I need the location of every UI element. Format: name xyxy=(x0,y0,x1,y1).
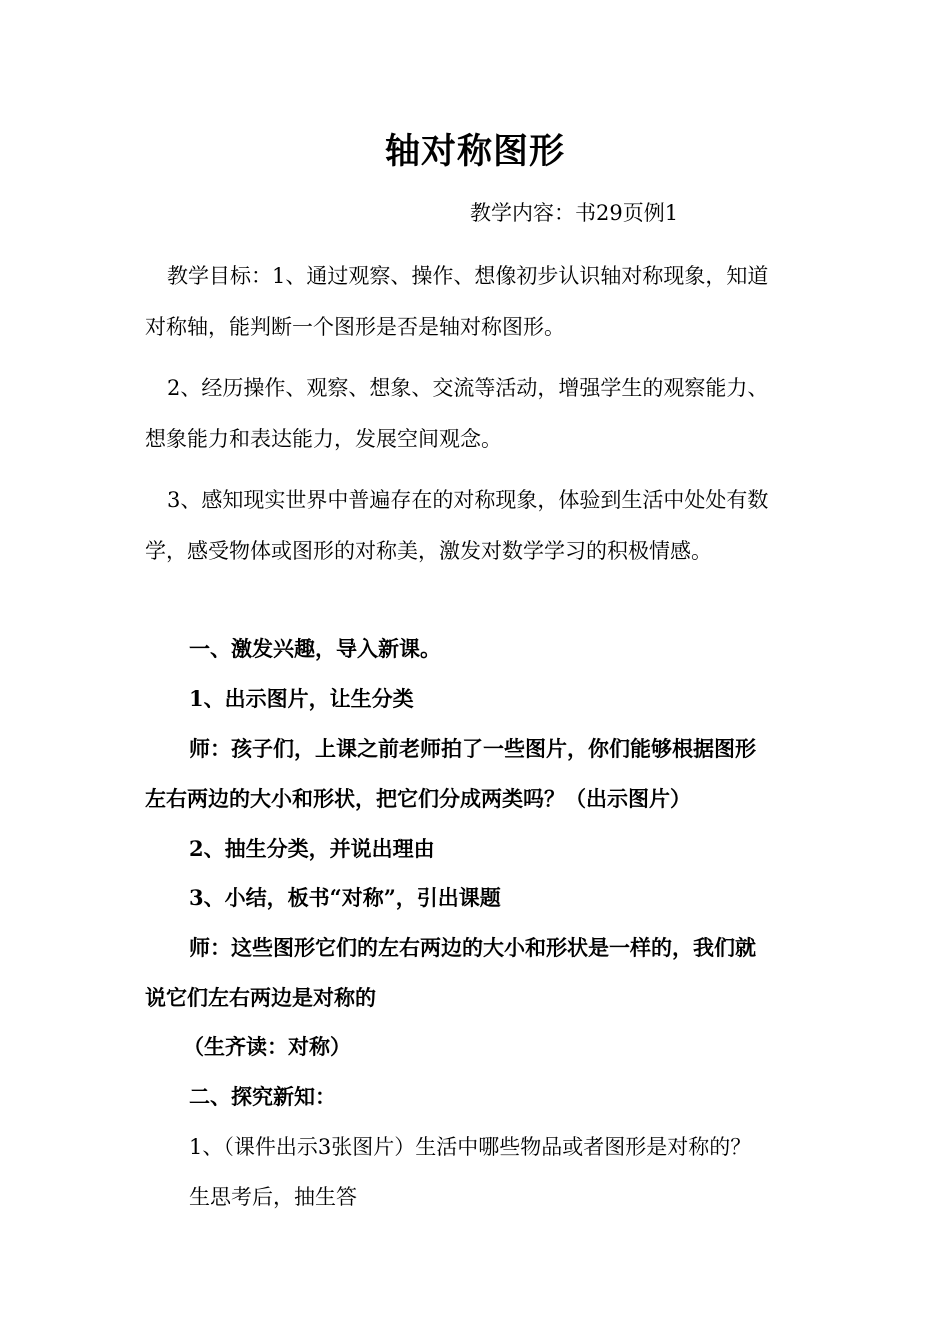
teacher-dialogue-2-line-2: 说它们左右两边是对称的 xyxy=(145,985,376,1010)
goal-3-line-1: 3、感知现实世界中普遍存在的对称现象，体验到生活中处处有数 xyxy=(167,488,769,512)
section-2-heading: 二、探究新知： xyxy=(189,1084,336,1109)
section-2-item-1: 1、（课件出示3张图片）生活中哪些物品或者图形是对称的？ xyxy=(189,1135,752,1159)
section-1-item-2: 2、抽生分类，并说出理由 xyxy=(189,836,435,861)
teacher-dialogue-1-line-1: 师：孩子们，上课之前老师拍了一些图片，你们能够根据图形 xyxy=(189,736,756,761)
section-1-heading: 一、激发兴趣，导入新课。 xyxy=(189,636,441,661)
teaching-content: 教学内容：书29页例1 xyxy=(470,201,679,225)
students-read-aloud: （生齐读：对称） xyxy=(183,1034,351,1059)
goal-1-line-1: 教学目标：1、通过观察、操作、想像初步认识轴对称现象，知道 xyxy=(167,264,769,288)
teacher-dialogue-1-line-2: 左右两边的大小和形状，把它们分成两类吗？（出示图片） xyxy=(145,786,691,811)
goal-3-line-2: 学，感受物体或图形的对称美，激发对数学学习的积极情感。 xyxy=(145,539,712,563)
goal-2-line-1: 2、经历操作、观察、想象、交流等活动，增强学生的观察能力、 xyxy=(167,376,769,400)
section-2-answer: 生思考后，抽生答 xyxy=(189,1185,357,1209)
document-title: 轴对称图形 xyxy=(384,131,565,172)
goal-2-line-2: 想象能力和表达能力，发展空间观念。 xyxy=(145,427,502,451)
section-1-item-3: 3、小结，板书“对称”，引出课题 xyxy=(189,885,501,910)
teacher-dialogue-2-line-1: 师：这些图形它们的左右两边的大小和形状是一样的，我们就 xyxy=(189,935,756,960)
goal-1-line-2: 对称轴，能判断一个图形是否是轴对称图形。 xyxy=(145,315,565,339)
section-1-item-1: 1、出示图片，让生分类 xyxy=(189,686,414,711)
